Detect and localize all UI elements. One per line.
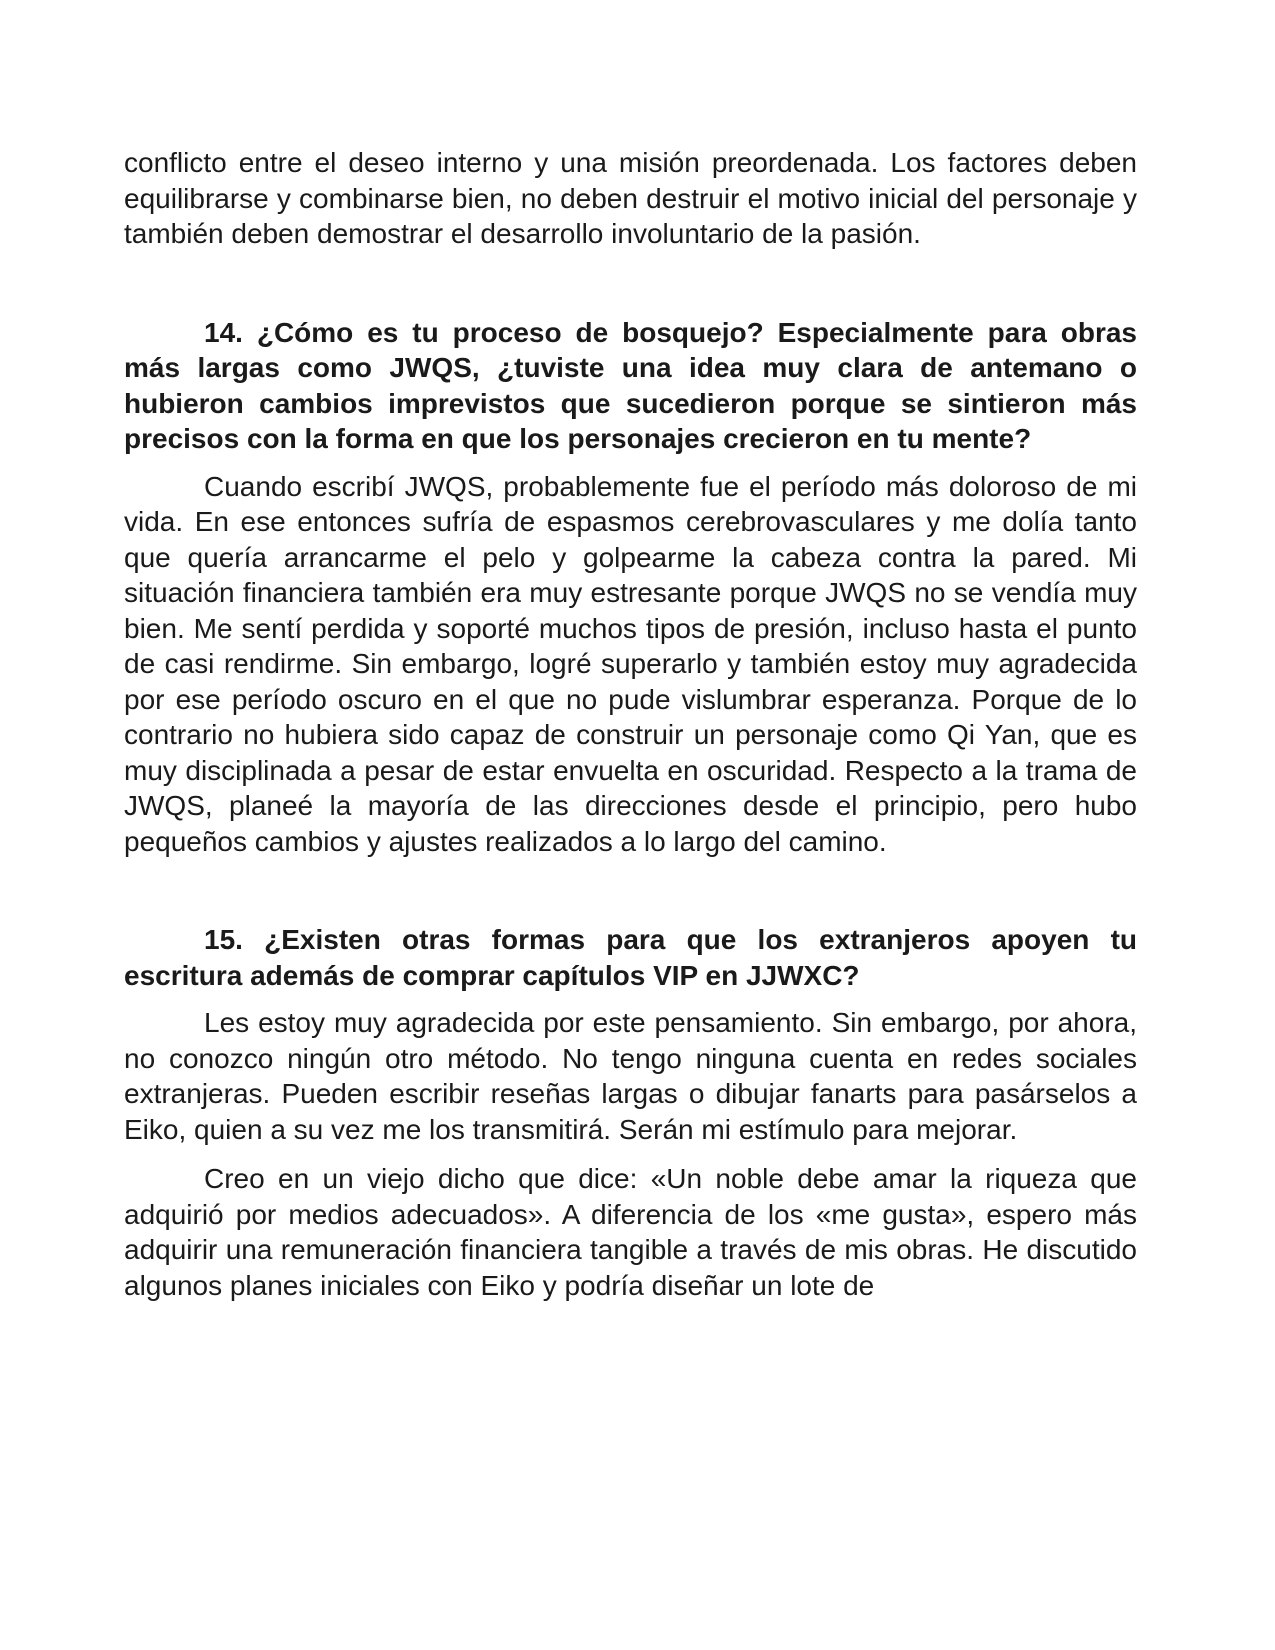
section-gap (124, 252, 1137, 315)
answer-15-part-1: Les estoy muy agradecida por este pensamiento. Sin embargo, por ahora, no conozco ningún otro método. No tengo ninguna cuenta en redes sociales extranjeras. Pueden escribir reseñas largas o dibujar fanarts para pasárselos a Eiko, quien a su vez me los transmitirá. Serán mi estímulo para mejorar. (124, 1007, 1137, 1145)
answer-14: Cuando escribí JWQS, probablemente fue el período más doloroso de mi vida. En ese entonces sufría de espasmos cerebrovasculares y me dolía tanto que quería arrancarme el pelo y golpearme la cabeza contra la pared. Mi situación financiera también era muy estresante porque JWQS no se vendía muy bien. Me sentí perdida y soporté muchos tipos de presión, incluso hasta el punto de casi rendirme. Sin embargo, logré superarlo y también estoy muy agradecida por ese período oscuro en el que no pude vislumbrar esperanza. Porque de lo contrario no hubiera sido capaz de construir un personaje como Qi Yan, que es muy disciplinada a pesar de estar envuelta en oscuridad. Respecto a la trama de JWQS, planeé la mayoría de las direcciones desde el principio, pero hubo pequeños cambios y ajustes realizados a lo largo del camino. (124, 470, 1137, 857)
paragraph-intro-continuation: conflicto entre el deseo interno y una misión preordenada. Los factores deben equilibrarse y combinarse bien, no deben destruir el motivo inicial del personaje y también deben demostrar el desarrollo involuntario de la pasión. (124, 147, 1137, 249)
question-14: 14. ¿Cómo es tu proceso de bosquejo? Especialmente para obras más largas como JWQS, ¿tuviste una idea muy clara de antemano o hubieron cambios imprevistos que sucedieron porque se sintieron más precisos con la forma en que los personajes crecieron en tu mente? (124, 316, 1137, 454)
question-15: 15. ¿Existen otras formas para que los extranjeros apoyen tu escritura además de comprar capítulos VIP en JJWXC? (124, 924, 1137, 991)
question-gap (124, 457, 1137, 469)
paragraph-gap (124, 1147, 1137, 1161)
question-gap (124, 993, 1137, 1005)
document-page (124, 145, 1137, 1303)
answer-15-part-2: Creo en un viejo dicho que dice: «Un noble debe amar la riqueza que adquirió por medios adecuados». A diferencia de los «me gusta», espero más adquirir una remuneración financiera tangible a través de mis obras. He discutido algunos planes iniciales con Eiko y podría diseñar un lote de (124, 1163, 1137, 1301)
section-gap (124, 859, 1137, 922)
